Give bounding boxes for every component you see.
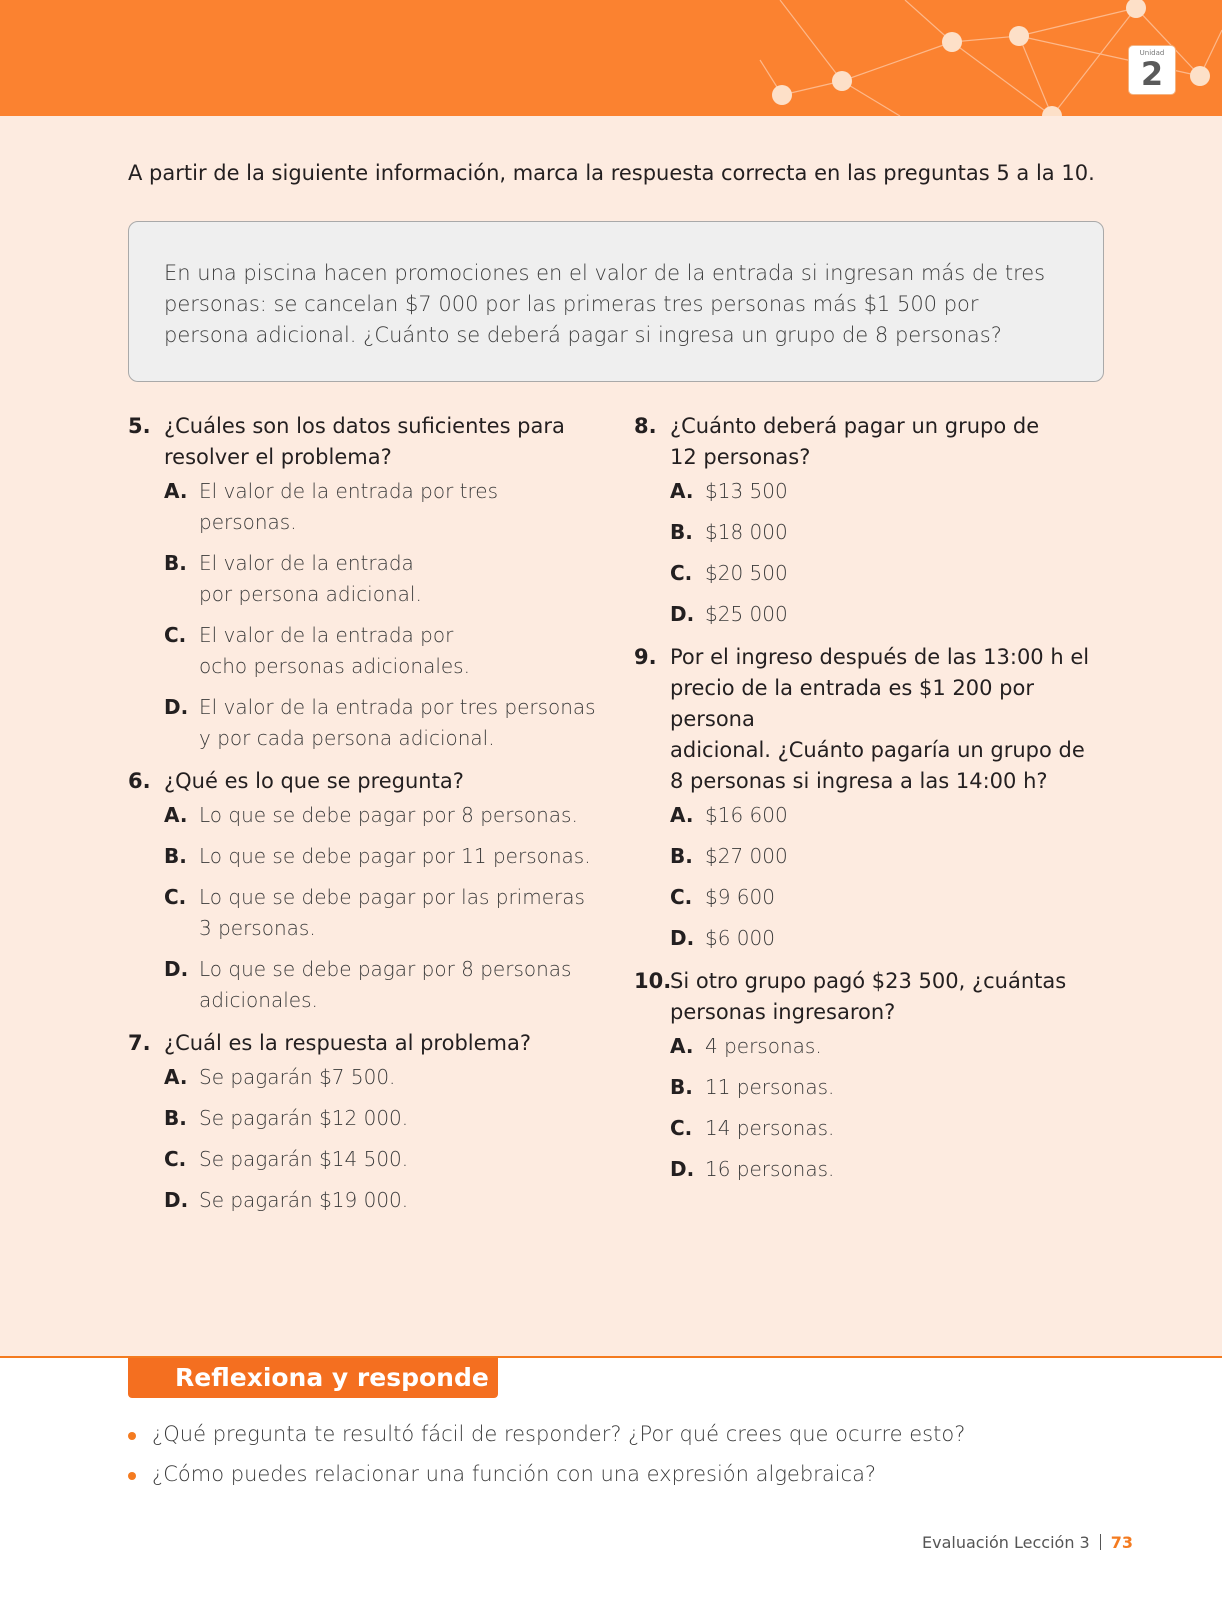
answer-options bbox=[670, 476, 1114, 630]
unit-number: 2 bbox=[1140, 55, 1164, 93]
option-text: $25 000 bbox=[705, 602, 788, 626]
answer-option[interactable] bbox=[164, 800, 598, 831]
reflection-item bbox=[128, 1419, 965, 1450]
option-letter: B. bbox=[670, 520, 693, 544]
reflection-list bbox=[128, 1419, 965, 1499]
option-letter: C. bbox=[670, 1116, 693, 1140]
option-letter: B. bbox=[670, 1075, 693, 1099]
option-letter: A. bbox=[164, 1065, 188, 1089]
option-letter: A. bbox=[670, 803, 694, 827]
question-number: 5. bbox=[128, 414, 151, 438]
question-text: Si otro grupo pagó $23 500, ¿cuántas personas ingresaron? bbox=[670, 969, 1067, 1024]
option-letter: A. bbox=[164, 479, 188, 503]
option-letter: B. bbox=[670, 844, 693, 868]
option-text: Se pagarán $7 500. bbox=[199, 1065, 396, 1089]
question-number: 10. bbox=[634, 969, 672, 993]
questions-left-column bbox=[128, 411, 598, 1228]
option-text: Lo que se debe pagar por 8 personas adicionales. bbox=[199, 957, 572, 1012]
option-letter: A. bbox=[670, 1034, 694, 1058]
option-text: El valor de la entrada por persona adicional. bbox=[199, 551, 422, 606]
answer-option[interactable] bbox=[164, 882, 598, 944]
option-letter: D. bbox=[164, 1188, 189, 1212]
unit-label: Unidad bbox=[1139, 49, 1165, 57]
footer-separator bbox=[1100, 1534, 1101, 1550]
answer-options bbox=[164, 800, 598, 1016]
answer-option[interactable] bbox=[670, 882, 1114, 913]
option-letter: D. bbox=[670, 602, 695, 626]
answer-option[interactable] bbox=[670, 517, 1114, 548]
option-letter: C. bbox=[670, 561, 693, 585]
option-text: $16 600 bbox=[705, 803, 788, 827]
option-text: 14 personas. bbox=[705, 1116, 835, 1140]
option-text: $27 000 bbox=[705, 844, 788, 868]
answer-option[interactable] bbox=[670, 558, 1114, 589]
answer-option[interactable] bbox=[670, 800, 1114, 831]
option-text: El valor de la entrada por ocho personas adicionales. bbox=[199, 623, 470, 678]
answer-option[interactable] bbox=[164, 692, 598, 754]
option-text: Se pagarán $19 000. bbox=[199, 1188, 409, 1212]
option-letter: C. bbox=[164, 1147, 187, 1171]
option-letter: B. bbox=[164, 551, 187, 575]
question-number: 9. bbox=[634, 645, 657, 669]
reflection-item bbox=[128, 1459, 965, 1490]
question-number: 8. bbox=[634, 414, 657, 438]
option-text: Se pagarán $12 000. bbox=[199, 1106, 409, 1130]
option-text: $9 600 bbox=[705, 885, 775, 909]
answer-option[interactable] bbox=[670, 599, 1114, 630]
option-text: 16 personas. bbox=[705, 1157, 835, 1181]
answer-option[interactable] bbox=[164, 1103, 598, 1134]
network-decoration bbox=[0, 0, 1222, 116]
option-text: 11 personas. bbox=[705, 1075, 835, 1099]
answer-option[interactable] bbox=[164, 476, 598, 538]
option-text: El valor de la entrada por tres personas y por cada persona adicional. bbox=[199, 695, 596, 750]
option-letter: C. bbox=[164, 885, 187, 909]
reflection-item-text: ¿Cómo puedes relacionar una función con una expresión algebraica? bbox=[152, 1462, 877, 1486]
bullet-icon bbox=[128, 1472, 136, 1480]
answer-option[interactable] bbox=[164, 954, 598, 1016]
answer-option[interactable] bbox=[670, 841, 1114, 872]
option-text: Lo que se debe pagar por las primeras 3 personas. bbox=[199, 885, 585, 940]
instructions: A partir de la siguiente información, marca la respuesta correcta en las preguntas 5 a la 10. bbox=[128, 161, 1095, 185]
option-text: Se pagarán $14 500. bbox=[199, 1147, 409, 1171]
option-letter: A. bbox=[164, 803, 188, 827]
option-text: Lo que se debe pagar por 11 personas. bbox=[199, 844, 591, 868]
bullet-icon bbox=[128, 1432, 136, 1440]
answer-option[interactable] bbox=[164, 1062, 598, 1093]
question-item bbox=[634, 966, 1114, 1185]
footer-section: Evaluación Lección 3 bbox=[921, 1533, 1090, 1552]
option-letter: B. bbox=[164, 1106, 187, 1130]
answer-option[interactable] bbox=[670, 1113, 1114, 1144]
answer-options bbox=[164, 1062, 598, 1216]
option-text: 4 personas. bbox=[705, 1034, 822, 1058]
answer-options bbox=[670, 1031, 1114, 1185]
question-item bbox=[128, 1028, 598, 1216]
option-letter: D. bbox=[164, 695, 189, 719]
question-item bbox=[128, 411, 598, 754]
reflection-title: Reflexiona y responde bbox=[128, 1358, 498, 1398]
reflection-item-text: ¿Qué pregunta te resultó fácil de responder? ¿Por qué crees que ocurre esto? bbox=[152, 1422, 966, 1446]
answer-option[interactable] bbox=[670, 1154, 1114, 1185]
problem-statement: En una piscina hacen promociones en el valor de la entrada si ingresan más de tres personas: se cancelan $7 000 por las primeras tres personas más $1 500 por persona adicional. ¿Cuánto se deberá pagar si ingresa un grupo de 8 personas? bbox=[128, 221, 1104, 382]
question-item bbox=[634, 411, 1114, 630]
question-number: 6. bbox=[128, 769, 151, 793]
page-header bbox=[0, 0, 1222, 116]
answer-option[interactable] bbox=[164, 620, 598, 682]
option-letter: D. bbox=[670, 926, 695, 950]
question-item bbox=[128, 766, 598, 1016]
page-number: 73 bbox=[1110, 1533, 1133, 1552]
option-letter: A. bbox=[670, 479, 694, 503]
answer-option[interactable] bbox=[164, 1185, 598, 1216]
answer-option[interactable] bbox=[670, 923, 1114, 954]
question-text: ¿Cuál es la respuesta al problema? bbox=[164, 1031, 532, 1055]
answer-options bbox=[670, 800, 1114, 954]
option-letter: D. bbox=[164, 957, 189, 981]
option-text: $6 000 bbox=[705, 926, 775, 950]
question-text: ¿Qué es lo que se pregunta? bbox=[164, 769, 464, 793]
answer-option[interactable] bbox=[164, 548, 598, 610]
option-letter: B. bbox=[164, 844, 187, 868]
option-text: $13 500 bbox=[705, 479, 788, 503]
unit-badge bbox=[1129, 46, 1175, 94]
question-number: 7. bbox=[128, 1031, 151, 1055]
question-text: ¿Cuánto deberá pagar un grupo de 12 personas? bbox=[670, 414, 1040, 469]
answer-option[interactable] bbox=[670, 476, 1114, 507]
option-text: $18 000 bbox=[705, 520, 788, 544]
question-text: ¿Cuáles son los datos suficientes para resolver el problema? bbox=[164, 414, 565, 469]
question-item bbox=[634, 642, 1114, 954]
option-letter: C. bbox=[670, 885, 693, 909]
option-letter: C. bbox=[164, 623, 187, 647]
option-text: El valor de la entrada por tres personas. bbox=[199, 479, 499, 534]
answer-option[interactable] bbox=[164, 1144, 598, 1175]
questions-right-column bbox=[634, 411, 1114, 1197]
question-text: Por el ingreso después de las 13:00 h el precio de la entrada es $1 200 por persona adicional. ¿Cuánto pagaría un grupo de 8 personas si ingresa a las 14:00 h? bbox=[670, 645, 1090, 793]
option-text: $20 500 bbox=[705, 561, 788, 585]
answer-option[interactable] bbox=[164, 841, 598, 872]
option-text: Lo que se debe pagar por 8 personas. bbox=[199, 803, 578, 827]
answer-options bbox=[164, 476, 598, 754]
page-footer bbox=[922, 1533, 1133, 1553]
option-letter: D. bbox=[670, 1157, 695, 1181]
answer-option[interactable] bbox=[670, 1031, 1114, 1062]
answer-option[interactable] bbox=[670, 1072, 1114, 1103]
